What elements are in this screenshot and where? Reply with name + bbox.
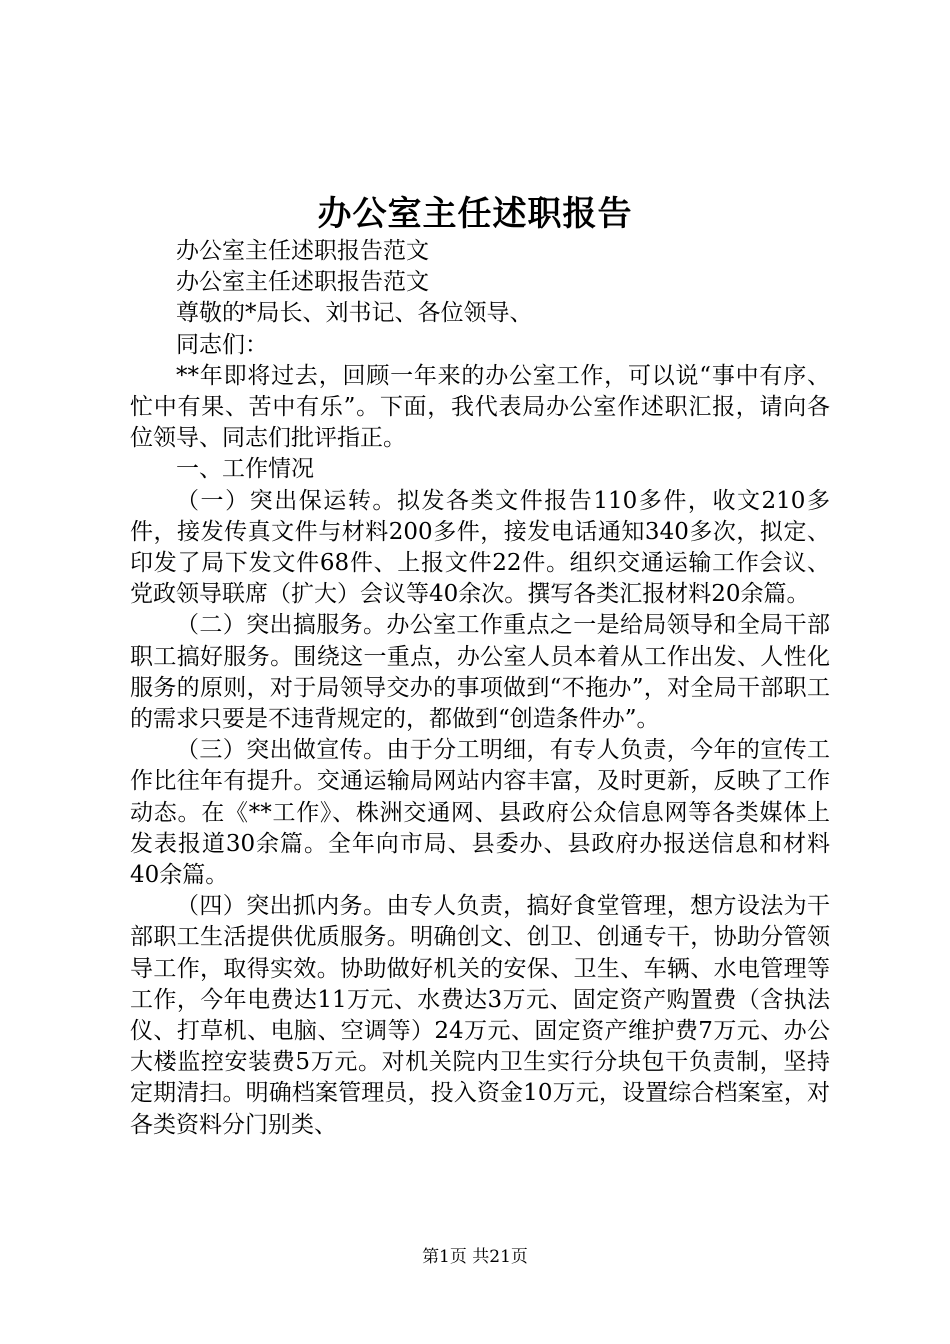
- paragraph: 办公室主任述职报告范文: [176, 269, 429, 296]
- paragraph: 尊敬的*局长、刘书记、各位领导、: [176, 300, 533, 327]
- paragraph: 同志们：: [176, 331, 268, 358]
- paragraph: （三）突出做宣传。由于分工明细，有专人负责，今年的宣传工作比往年有提升。交通运输局网站内容丰富，及时更新，反映了工作动态。在《**工作》、株洲交通网、县政府公众信息网等各类媒体上发表报道30余篇。全年向市局、县委办、县政府办报送信息和材料40余篇。: [130, 737, 830, 889]
- paragraph: （一）突出保运转。拟发各类文件报告110多件，收文210多件，接发传真文件与材料200多件，接发电话通知340多次，拟定、印发了局下发文件68件、上报文件22件。组织交通运输工作会议、党政领导联席（扩大）会议等40余次。撰写各类汇报材料20余篇。: [130, 487, 830, 608]
- document-body: [130, 236, 830, 1141]
- paragraph: **年即将过去，回顾一年来的办公室工作，可以说“事中有序、忙中有果、苦中有乐”。下面，我代表局办公室作述职汇报，请向各位领导、同志们批评指正。: [130, 362, 830, 452]
- paragraph: 办公室主任述职报告范文: [176, 238, 429, 264]
- paragraph: （二）突出搞服务。办公室工作重点之一是给局领导和全局干部职工搞好服务。围绕这一重点，办公室人员本着从工作出发、人性化服务的原则，对于局领导交办的事项做到“不拖办”，对全局干部职工的需求只要是不违背规定的，都做到“创造条件办”。: [130, 612, 830, 733]
- page-footer: 第1页 共21页: [422, 1247, 528, 1267]
- document-title: 办公室主任述职报告: [317, 194, 633, 234]
- section-heading: 一、工作情况: [176, 456, 314, 483]
- paragraph: （四）突出抓内务。由专人负责，搞好食堂管理，想方设法为干部职工生活提供优质服务。明确创文、创卫、创通专干，协助分管领导工作，取得实效。协助做好机关的安保、卫生、车辆、水电管理等工作，今年电费达11万元、水费达3万元、固定资产购置费（含执法仪、打草机、电脑、空调等）24万元、固定资产维护费7万元、办公大楼监控安装费5万元。对机关院内卫生实行分块包干负责制，坚持定期清扫。明确档案管理员，投入资金10万元，设置综合档案室，对各类资料分门别类、: [130, 893, 830, 1138]
